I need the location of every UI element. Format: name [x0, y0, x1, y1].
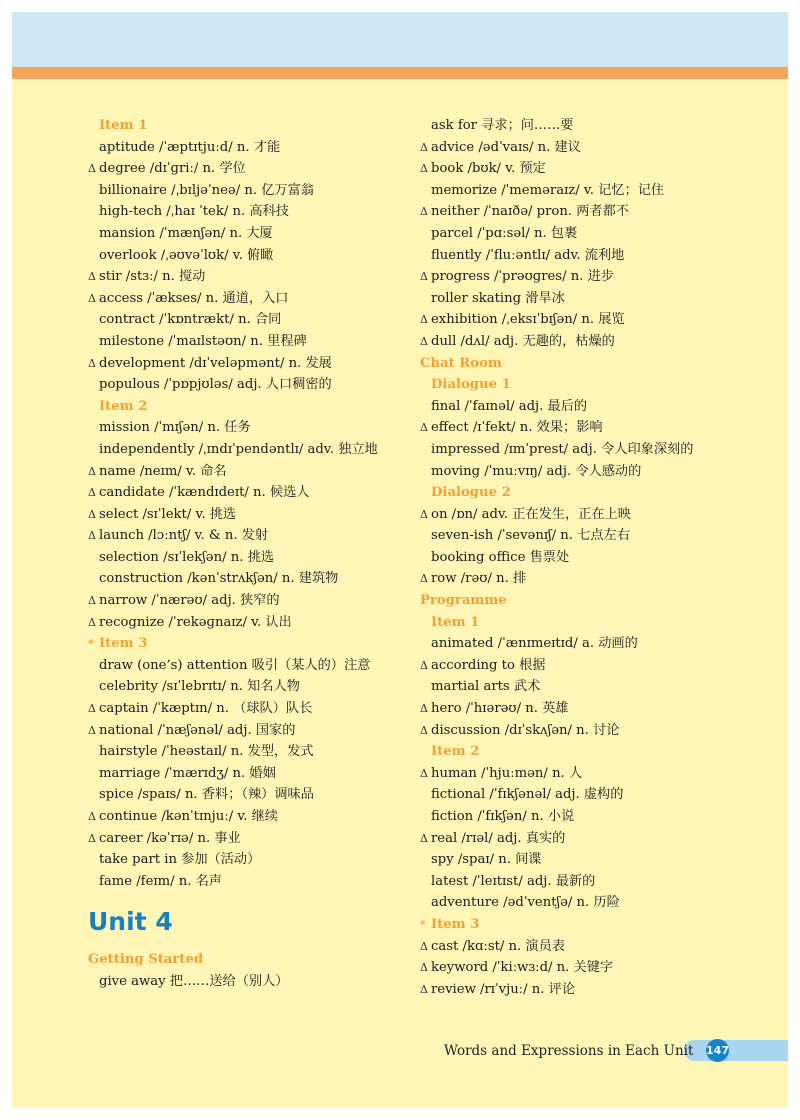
- vocab-entry: [88, 741, 388, 763]
- vocab-entry: [88, 504, 388, 526]
- vocab-entry: [88, 720, 388, 742]
- entry-text: celebrity /sɪˈlebrɪtɪ/ n. 知名人物: [99, 679, 300, 695]
- vocab-entry: [88, 137, 388, 159]
- vocab-entry: [88, 806, 388, 828]
- vocab-entry: [88, 266, 388, 288]
- entry-text: martial arts 武术: [431, 679, 541, 695]
- delta-mark-icon: Δ: [420, 421, 428, 435]
- vocab-entry: [88, 288, 388, 310]
- vocab-entry: [88, 698, 388, 720]
- entry-text: Programme: [420, 593, 507, 609]
- entry-text: career /kəˈrɪə/ n. 事业: [99, 830, 241, 846]
- entry-text: narrow /ˈnærəʊ/ adj. 狭窄的: [99, 593, 280, 609]
- vocab-entry: [88, 828, 388, 850]
- entry-text: Item 1: [431, 614, 480, 630]
- entry-text: Item 1: [99, 118, 148, 133]
- vocab-entry: [420, 784, 770, 806]
- optional-star-icon: *: [420, 917, 426, 931]
- delta-mark-icon: Δ: [420, 961, 428, 975]
- vocab-entry: [420, 309, 770, 331]
- entry-text: candidate /ˈkændɪdeɪt/ n. 候选人: [99, 485, 310, 501]
- entry-text: development /dɪˈveləpmənt/ n. 发展: [99, 355, 332, 371]
- delta-mark-icon: Δ: [420, 313, 428, 327]
- vocab-entry: [420, 957, 770, 979]
- delta-mark-icon: Δ: [420, 702, 428, 716]
- delta-mark-icon: Δ: [88, 356, 96, 370]
- delta-mark-icon: Δ: [420, 831, 428, 845]
- delta-mark-icon: Δ: [88, 464, 96, 478]
- entry-text: selection /sɪˈlekʃən/ n. 挑选: [99, 549, 274, 565]
- entry-text: fluently /ˈfluːəntlɪ/ adv. 流利地: [431, 247, 625, 263]
- vocab-entry: [88, 374, 388, 396]
- entry-text: degree /dɪˈɡriː/ n. 学位: [99, 161, 246, 177]
- section-heading: [88, 949, 388, 971]
- vocab-entry: [420, 180, 770, 202]
- entry-text: adventure /ədˈventʃə/ n. 历险: [431, 895, 620, 911]
- vocab-entry: [88, 676, 388, 698]
- entry-text: mission /ˈmɪʃən/ n. 任务: [99, 420, 251, 436]
- section-heading: [420, 353, 770, 375]
- entry-text: booking office 售票处: [431, 549, 570, 565]
- delta-mark-icon: Δ: [420, 939, 428, 953]
- entry-text: contract /ˈkɒntrækt/ n. 合同: [99, 312, 282, 328]
- vocab-entry: [420, 633, 770, 655]
- vocab-entry: [420, 115, 770, 137]
- vocab-entry: [420, 158, 770, 180]
- subsection-heading: [88, 115, 388, 137]
- entry-text: populous /ˈpɒpjʊləs/ adj. 人口稠密的: [99, 377, 332, 393]
- entry-text: effect /ɪˈfekt/ n. 效果；影响: [431, 420, 603, 436]
- vocab-entry: [88, 439, 388, 461]
- vocab-entry: [420, 331, 770, 353]
- vocab-entry: [420, 806, 770, 828]
- delta-mark-icon: Δ: [88, 162, 96, 176]
- delta-mark-icon: Δ: [420, 270, 428, 284]
- vocab-entry: [420, 547, 770, 569]
- optional-star-icon: *: [88, 637, 94, 651]
- vocab-entry: [420, 849, 770, 871]
- entry-text: progress /ˈprəʊɡres/ n. 进步: [431, 269, 614, 285]
- vocab-entry: [88, 971, 388, 993]
- delta-mark-icon: Δ: [88, 594, 96, 608]
- delta-mark-icon: Δ: [420, 658, 428, 672]
- vocab-entry: [420, 417, 770, 439]
- vocab-entry: [88, 568, 388, 590]
- spacer: [88, 892, 388, 905]
- vocab-entry: [88, 612, 388, 634]
- vocab-entry: [88, 590, 388, 612]
- entry-text: exhibition /ˌeksɪˈbɪʃən/ n. 展览: [431, 312, 625, 328]
- entry-text: advice /ədˈvaɪs/ n. 建议: [431, 139, 581, 155]
- entry-text: ask for 寻求；问……要: [431, 118, 574, 133]
- vocab-entry: [420, 137, 770, 159]
- entry-text: impressed /ɪmˈprest/ adj. 令人印象深刻的: [431, 441, 694, 457]
- entry-text: national /ˈnæʃənəl/ adj. 国家的: [99, 722, 296, 738]
- vocab-entry: [88, 655, 388, 677]
- entry-text: roller skating 滑旱冰: [431, 290, 565, 306]
- entry-text: spy /spaɪ/ n. 间谍: [431, 852, 542, 868]
- vocab-entry: [420, 245, 770, 267]
- vocab-entry: [88, 158, 388, 180]
- delta-mark-icon: Δ: [88, 486, 96, 500]
- header-band: [12, 12, 788, 67]
- entry-text: high-tech /ˌhaɪ ˈtek/ n. 高科技: [99, 204, 289, 220]
- delta-mark-icon: Δ: [88, 702, 96, 716]
- vocab-entry: [420, 223, 770, 245]
- entry-text: launch /lɔːntʃ/ v. & n. 发射: [99, 528, 269, 544]
- vocab-entry: [420, 698, 770, 720]
- entry-text: continue /kənˈtɪnjuː/ v. 继续: [99, 809, 278, 824]
- vocab-entry: [88, 871, 388, 893]
- entry-text: overlook /ˌəʊvəˈlʊk/ v. 俯瞰: [99, 247, 274, 263]
- entry-text: draw (one’s) attention 吸引（某人的）注意: [99, 657, 371, 673]
- entry-text: name /neɪm/ v. 命名: [99, 463, 227, 479]
- entry-text: keyword /ˈkiːwɜːd/ n. 关键字: [431, 960, 614, 976]
- entry-text: spice /spaɪs/ n. 香料；（辣）调味品: [99, 787, 314, 803]
- unit-title: Unit 4: [88, 907, 173, 937]
- vocab-entry: [420, 266, 770, 288]
- entry-text: final /ˈfaɪnəl/ adj. 最后的: [431, 398, 588, 414]
- entry-text: real /rɪəl/ adj. 真实的: [431, 830, 566, 846]
- entry-text: mansion /ˈmænʃən/ n. 大厦: [99, 225, 273, 241]
- vocab-entry: [88, 180, 388, 202]
- entry-text: Item 3: [99, 636, 148, 652]
- vocab-entry: [88, 417, 388, 439]
- entry-text: cast /kɑːst/ n. 演员表: [431, 938, 565, 954]
- entry-text: moving /ˈmuːvɪŋ/ adj. 令人感动的: [431, 463, 642, 479]
- entry-text: Getting Started: [88, 952, 204, 968]
- textbook-page: [12, 12, 788, 1108]
- vocab-entry: [88, 353, 388, 375]
- entry-text: hero /ˈhɪərəʊ/ n. 英雄: [431, 701, 569, 717]
- vocab-entry: [420, 396, 770, 418]
- entry-text: memorize /ˈmeməraɪz/ v. 记忆；记住: [431, 182, 665, 198]
- entry-text: latest /ˈleɪtɪst/ adj. 最新的: [431, 873, 596, 889]
- entry-text: animated /ˈænɪmeɪtɪd/ a. 动画的: [431, 636, 638, 652]
- vocab-entry: [420, 936, 770, 958]
- entry-text: milestone /ˈmaɪlstəʊn/ n. 里程碑: [99, 333, 307, 349]
- vocab-entry: [88, 223, 388, 245]
- entry-text: according to 根据: [431, 657, 546, 673]
- vocab-entry: [420, 676, 770, 698]
- subsection-heading: [420, 612, 770, 634]
- section-heading: [420, 590, 770, 612]
- delta-mark-icon: Δ: [88, 615, 96, 629]
- vocab-entry: [420, 525, 770, 547]
- entry-text: fame /feɪm/ n. 名声: [99, 873, 222, 889]
- entry-text: independently /ˌɪndɪˈpendəntlɪ/ adv. 独立地: [99, 441, 378, 457]
- entry-text: seven-ish /ˈsevənɪʃ/ n. 七点左右: [431, 528, 630, 544]
- vocab-entry: [420, 439, 770, 461]
- vocab-entry: [420, 461, 770, 483]
- entry-text: Item 2: [99, 398, 148, 414]
- delta-mark-icon: Δ: [88, 529, 96, 543]
- vocab-entry: [88, 331, 388, 353]
- vocab-entry: [88, 763, 388, 785]
- entry-text: parcel /ˈpɑːsəl/ n. 包裹: [431, 225, 578, 241]
- delta-mark-icon: Δ: [420, 507, 428, 521]
- entry-text: construction /kənˈstrʌkʃən/ n. 建筑物: [99, 571, 339, 587]
- vocab-entry: [420, 763, 770, 785]
- vocab-entry: [88, 525, 388, 547]
- subsection-heading: [420, 374, 770, 396]
- entry-text: discussion /dɪˈskʌʃən/ n. 讨论: [431, 722, 620, 738]
- entry-text: book /bʊk/ v. 预定: [431, 161, 546, 177]
- vocab-entry: [420, 504, 770, 526]
- vocab-entry: [88, 461, 388, 483]
- delta-mark-icon: Δ: [88, 810, 96, 823]
- entry-text: Dialogue 1: [431, 377, 511, 393]
- entry-text: recognize /ˈrekəɡnaɪz/ v. 认出: [99, 614, 292, 630]
- subsection-heading: [88, 396, 388, 418]
- page-number-tab: [684, 1040, 788, 1061]
- vocab-entry: [88, 849, 388, 871]
- delta-mark-icon: Δ: [420, 572, 428, 586]
- vocab-entry: [88, 201, 388, 223]
- vocab-entry: [88, 547, 388, 569]
- entry-text: dull /dʌl/ adj. 无趣的，枯燥的: [431, 333, 615, 349]
- entry-text: row /rəʊ/ n. 排: [431, 571, 527, 587]
- vocab-entry: [420, 655, 770, 677]
- entry-text: Dialogue 2: [431, 485, 511, 501]
- entry-text: marriage /ˈmærɪdʒ/ n. 婚姻: [99, 765, 276, 781]
- vocab-entry: [88, 784, 388, 806]
- header-accent-bar: [12, 67, 788, 79]
- delta-mark-icon: Δ: [420, 162, 428, 176]
- entry-text: fictional /ˈfɪkʃənəl/ adj. 虚构的: [431, 787, 624, 803]
- delta-mark-icon: Δ: [88, 270, 96, 284]
- entry-text: fiction /ˈfɪkʃən/ n. 小说: [431, 809, 575, 824]
- delta-mark-icon: Δ: [420, 205, 428, 219]
- right-column: [420, 115, 770, 1000]
- vocab-entry: [88, 309, 388, 331]
- entry-text: Item 2: [431, 744, 480, 760]
- entry-text: access /ˈækses/ n. 通道，入口: [99, 290, 289, 306]
- delta-mark-icon: Δ: [88, 723, 96, 737]
- entry-text: Item 3: [431, 916, 480, 932]
- entry-text: billionaire /ˌbɪljəˈneə/ n. 亿万富翁: [99, 182, 314, 198]
- delta-mark-icon: Δ: [420, 982, 428, 996]
- vocab-entry: [420, 720, 770, 742]
- vocab-entry: [88, 482, 388, 504]
- entry-text: hairstyle /ˈheəstaɪl/ n. 发型，发式: [99, 744, 314, 760]
- entry-text: review /rɪˈvjuː/ n. 评论: [431, 981, 576, 997]
- entry-text: take part in 参加（活动）: [99, 852, 261, 868]
- vocab-entry: [420, 892, 770, 914]
- entry-text: human /ˈhjuːmən/ n. 人: [431, 765, 583, 781]
- delta-mark-icon: Δ: [420, 723, 428, 737]
- subsection-heading: [420, 741, 770, 763]
- entry-text: aptitude /ˈæptɪtjuːd/ n. 才能: [99, 139, 281, 155]
- subsection-heading: [88, 633, 388, 655]
- vocab-entry: [420, 828, 770, 850]
- entry-text: select /sɪˈlekt/ v. 挑选: [99, 506, 237, 522]
- delta-mark-icon: Δ: [88, 831, 96, 845]
- entry-text: neither /ˈnaɪðə/ pron. 两者都不: [431, 204, 629, 220]
- entry-text: on /ɒn/ adv. 正在发生，正在上映: [431, 506, 631, 522]
- delta-mark-icon: Δ: [420, 140, 428, 154]
- left-column: [88, 115, 388, 993]
- page-number-badge: 147: [706, 1039, 729, 1062]
- vocab-entry: [420, 979, 770, 1001]
- entry-text: captain /ˈkæptɪn/ n. （球队）队长: [99, 701, 313, 717]
- spacer: [88, 939, 388, 949]
- vocab-entry: [420, 201, 770, 223]
- subsection-heading: [420, 482, 770, 504]
- subsection-heading: [420, 914, 770, 936]
- delta-mark-icon: Δ: [420, 334, 428, 348]
- entry-text: stir /stɜː/ n. 搅动: [99, 269, 206, 285]
- vocab-entry: [420, 871, 770, 893]
- delta-mark-icon: Δ: [88, 507, 96, 521]
- footer-caption: Words and Expressions in Each Unit: [444, 1043, 694, 1059]
- delta-mark-icon: Δ: [88, 291, 96, 305]
- vocab-entry: [420, 288, 770, 310]
- entry-text: Chat Room: [420, 355, 502, 371]
- entry-text: give away 把……送给（别人）: [99, 973, 289, 989]
- vocab-entry: [420, 568, 770, 590]
- delta-mark-icon: Δ: [420, 766, 428, 780]
- vocab-entry: [88, 245, 388, 267]
